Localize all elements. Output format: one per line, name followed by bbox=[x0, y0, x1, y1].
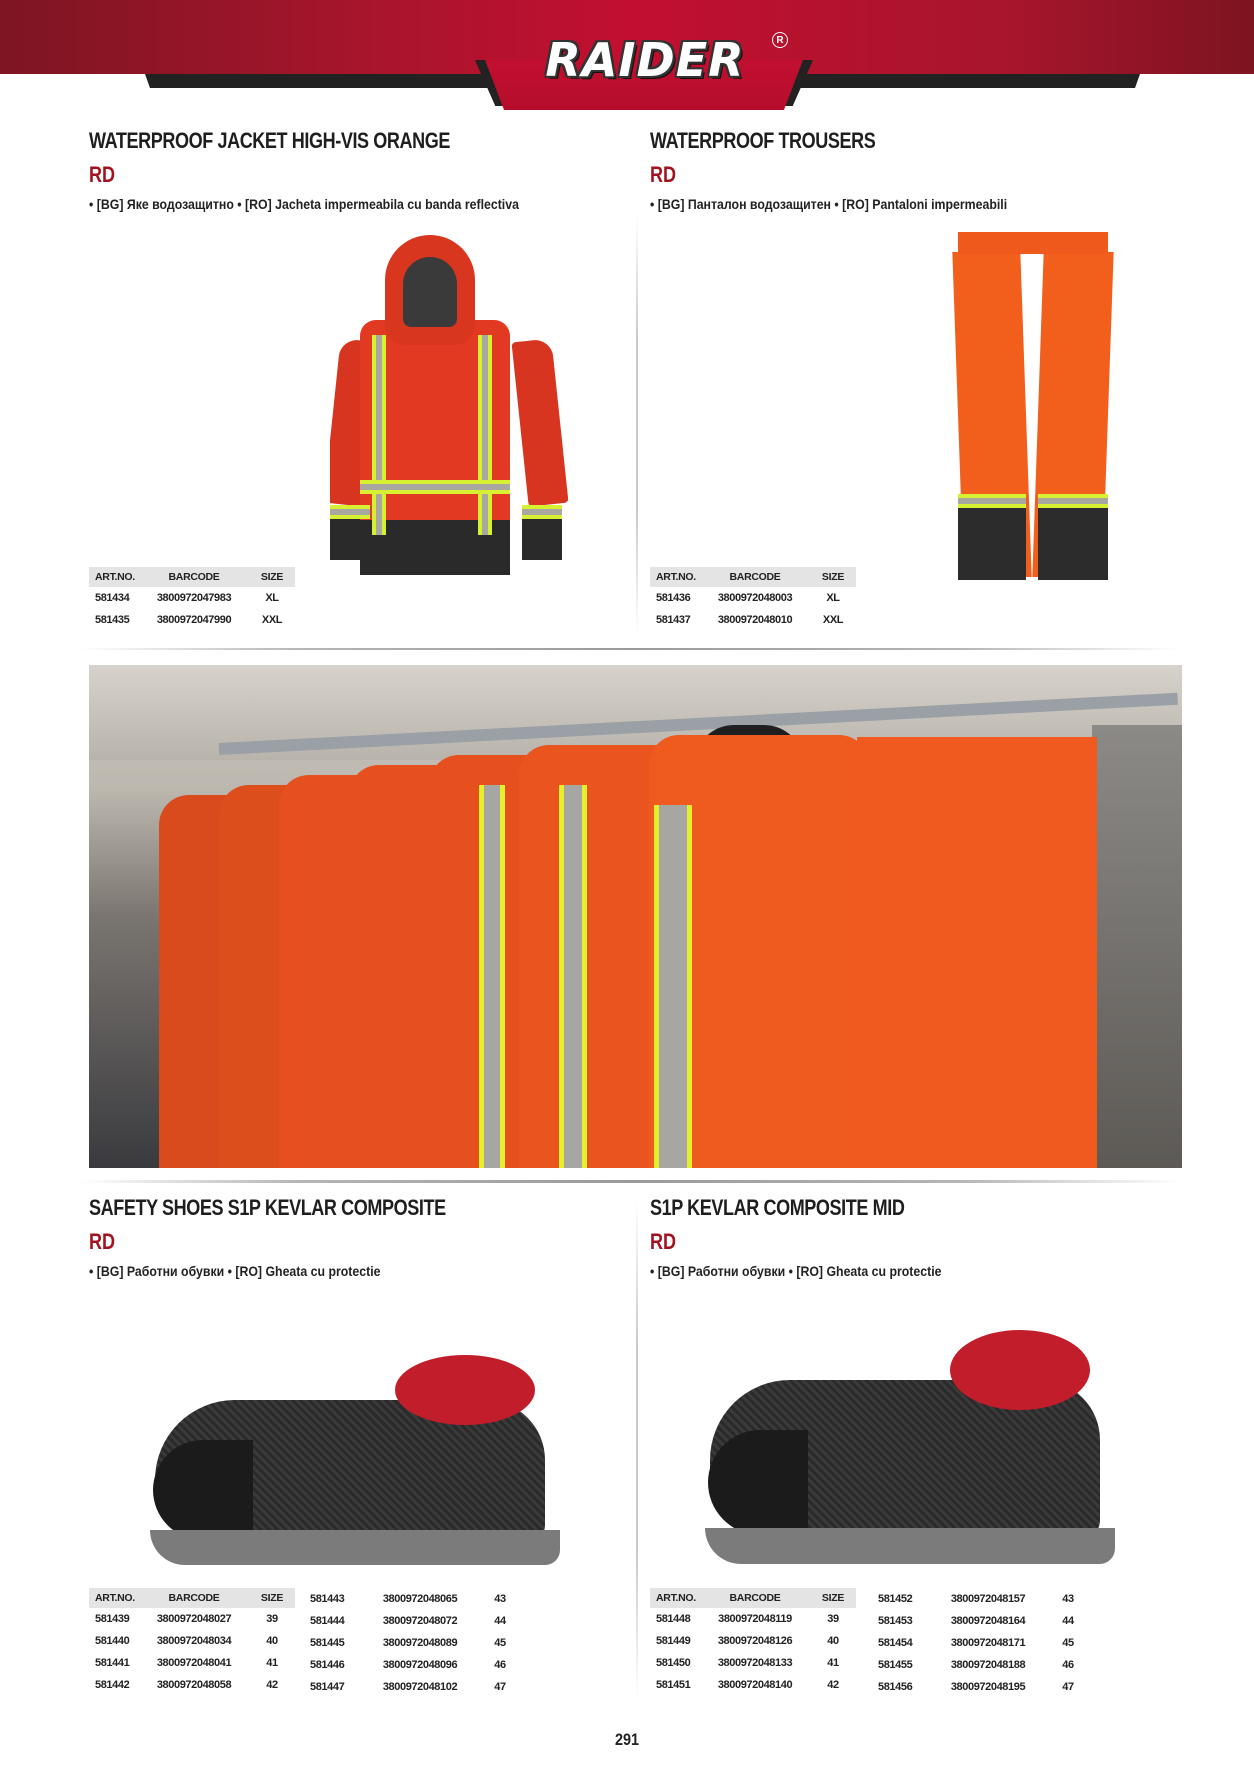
col-header-art-no: ART.NO. bbox=[650, 1588, 700, 1608]
brand-logo bbox=[520, 30, 770, 90]
table-row: 581452 3800972048157 43 bbox=[878, 1593, 1074, 1605]
table-row: 581456 3800972048195 47 bbox=[878, 1681, 1074, 1693]
product-description: • [BG] Работни обувки • [RO] Gheata cu protectie bbox=[89, 1263, 381, 1279]
spec-table-safety-shoes bbox=[89, 1588, 295, 1696]
table-row: 581454 3800972048171 45 bbox=[878, 1637, 1074, 1649]
table-row: 581443 3800972048065 43 bbox=[310, 1593, 506, 1605]
table-row: 581446 3800972048096 46 bbox=[310, 1659, 506, 1671]
column-divider bbox=[636, 1200, 638, 1700]
table-row: 581447 3800972048102 47 bbox=[310, 1681, 506, 1693]
hi-vis-jackets-on-rack-photo bbox=[89, 665, 1182, 1168]
col-header-barcode: BARCODE bbox=[139, 567, 249, 587]
product-jacket bbox=[89, 128, 578, 212]
product-title: WATERPROOF JACKET HIGH-VIS ORANGE bbox=[89, 128, 450, 153]
product-title: SAFETY SHOES S1P KEVLAR COMPOSITE bbox=[89, 1195, 446, 1220]
table-row: 581435 3800972047990 XXL bbox=[95, 614, 283, 626]
spec-table-safety-shoes-mid-continued bbox=[878, 1588, 1088, 1698]
spec-table-trousers bbox=[650, 567, 856, 631]
product-brand: RD bbox=[650, 1229, 677, 1254]
product-brand: RD bbox=[89, 162, 116, 187]
col-header-size: SIZE bbox=[810, 1588, 856, 1608]
table-row: 581437 3800972048010 XXL bbox=[656, 614, 844, 626]
product-description: • [BG] Панталон водозащитен • [RO] Pantaloni impermeabili bbox=[650, 196, 1008, 212]
table-row: 581451 3800972048140 42 bbox=[656, 1679, 839, 1691]
page-number: 291 bbox=[614, 1730, 640, 1749]
table-row: 581445 3800972048089 45 bbox=[310, 1637, 506, 1649]
product-safety-shoes bbox=[89, 1195, 524, 1279]
spec-table-safety-shoes-mid bbox=[650, 1588, 856, 1696]
table-row: 581439 3800972048027 39 bbox=[95, 1613, 278, 1625]
table-row: 581453 3800972048164 44 bbox=[878, 1615, 1074, 1627]
table-row: 581449 3800972048126 40 bbox=[656, 1635, 839, 1647]
table-row: 581448 3800972048119 39 bbox=[656, 1613, 839, 1625]
col-header-barcode: BARCODE bbox=[139, 1588, 249, 1608]
section-divider bbox=[80, 1180, 1180, 1183]
brand-logo-text: RAIDER bbox=[545, 33, 745, 87]
registered-trademark-icon: R bbox=[772, 32, 788, 48]
col-header-art-no: ART.NO. bbox=[89, 1588, 139, 1608]
product-trousers bbox=[650, 128, 1056, 212]
safety-shoe-low-image bbox=[145, 1315, 565, 1575]
product-safety-shoes-mid bbox=[650, 1195, 981, 1279]
product-title: S1P KEVLAR COMPOSITE MID bbox=[650, 1195, 905, 1220]
table-row: 581442 3800972048058 42 bbox=[95, 1679, 278, 1691]
col-header-art-no: ART.NO. bbox=[89, 567, 139, 587]
table-row: 581455 3800972048188 46 bbox=[878, 1659, 1074, 1671]
product-description: • [BG] Яке водозащитно • [RO] Jacheta impermeabila cu banda reflectiva bbox=[89, 196, 519, 212]
spec-table-jacket bbox=[89, 567, 295, 631]
high-vis-jacket-image bbox=[330, 235, 595, 620]
table-row: 581436 3800972048003 XL bbox=[656, 592, 840, 604]
section-divider bbox=[80, 648, 1180, 650]
product-brand: RD bbox=[650, 162, 677, 187]
spec-table-safety-shoes-continued bbox=[310, 1588, 520, 1698]
waterproof-trousers-image bbox=[950, 232, 1120, 627]
column-divider bbox=[636, 215, 638, 635]
col-header-barcode: BARCODE bbox=[700, 1588, 810, 1608]
table-row: 581441 3800972048041 41 bbox=[95, 1657, 278, 1669]
product-brand: RD bbox=[89, 1229, 116, 1254]
product-title: WATERPROOF TROUSERS bbox=[650, 128, 876, 153]
table-row: 581440 3800972048034 40 bbox=[95, 1635, 278, 1647]
col-header-size: SIZE bbox=[810, 567, 856, 587]
safety-shoe-mid-image bbox=[700, 1310, 1120, 1580]
col-header-art-no: ART.NO. bbox=[650, 567, 700, 587]
product-description: • [BG] Работни обувки • [RO] Gheata cu protectie bbox=[650, 1263, 942, 1279]
col-header-size: SIZE bbox=[249, 1588, 295, 1608]
table-row: 581450 3800972048133 41 bbox=[656, 1657, 839, 1669]
col-header-barcode: BARCODE bbox=[700, 567, 810, 587]
table-row: 581444 3800972048072 44 bbox=[310, 1615, 506, 1627]
col-header-size: SIZE bbox=[249, 567, 295, 587]
table-row: 581434 3800972047983 XL bbox=[95, 592, 279, 604]
